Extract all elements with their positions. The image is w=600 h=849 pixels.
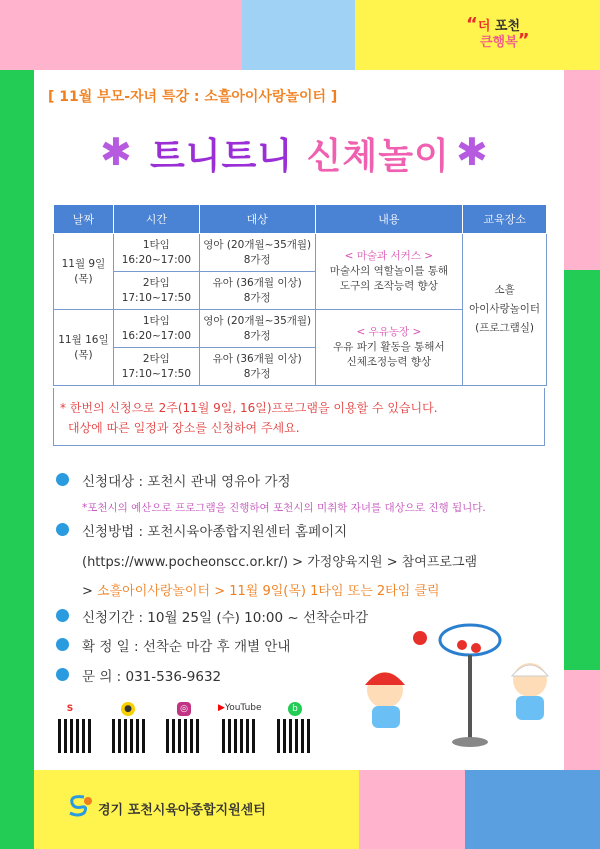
place-cell: 소흘 아이사랑놀이터 (프로그램실)	[463, 234, 547, 386]
bg-pink-bottom	[359, 770, 465, 849]
bg-green-right	[564, 270, 600, 670]
info-period: 신청기간 : 10월 25일 (수) 10:00 ~ 선착순마감	[82, 610, 369, 626]
bg-green-bottom-left	[0, 770, 34, 849]
schedule-table	[53, 204, 547, 386]
youtube-icon: ▶YouTube	[218, 703, 262, 713]
header-time: 시간	[113, 205, 199, 234]
table-header-row	[54, 205, 547, 234]
bullet-icon	[56, 638, 69, 651]
time-cell: 2타임 17:10~17:50	[113, 348, 199, 386]
title-block	[100, 128, 500, 176]
qr-code[interactable]	[222, 719, 256, 753]
info-target-note: *포천시의 예산으로 프로그램을 진행하여 포천시의 미취학 자녀를 대상으로 진행 됩니다.	[82, 502, 486, 514]
date-cell: 11월 9일 (목)	[54, 234, 114, 310]
qr-code[interactable]	[277, 719, 311, 753]
flower-icon: ✱	[100, 130, 132, 174]
blog-icon: b	[288, 702, 302, 716]
info-method-step: > 소흘아이사랑놀이터 > 11월 9일(목) 1타임 또는 2타임 클릭	[82, 584, 440, 599]
center-logo-icon	[66, 793, 94, 817]
page-title: 트니트니 신체놀이	[150, 136, 450, 177]
target-cell: 유아 (36개월 이상) 8가정	[199, 348, 315, 386]
table-row	[54, 234, 547, 272]
bullet-icon	[56, 609, 69, 622]
target-cell: 영아 (20개월~35개월) 8가정	[199, 234, 315, 272]
bg-pink-top-left	[0, 0, 242, 70]
qr-code[interactable]	[112, 719, 146, 753]
bg-pink-right-bottom	[564, 670, 600, 770]
bullet-icon	[56, 523, 69, 536]
header-target: 대상	[199, 205, 315, 234]
bg-blue-top	[242, 0, 355, 70]
bg-pink-right-top	[564, 70, 600, 270]
info-method-path: (https://www.pocheonscc.or.kr/) > 가정양육지원 > 참여프로그램	[82, 555, 478, 570]
footer-org-name: 경기 포천시육아종합지원센터	[98, 803, 266, 818]
qr-code[interactable]	[58, 719, 92, 753]
bullet-icon	[56, 668, 69, 681]
qr-code[interactable]	[166, 719, 200, 753]
header-place: 교육장소	[463, 205, 547, 234]
time-cell: 1타임 16:20~17:00	[113, 310, 199, 348]
content-cell: < 우유농장 > 우유 파기 활동을 통해서 신체조정능력 향상	[315, 310, 463, 386]
instagram-icon: ◎	[177, 702, 191, 716]
date-cell: 11월 16일 (목)	[54, 310, 114, 386]
kakao-icon: ●	[121, 702, 135, 716]
target-cell: 유아 (36개월 이상) 8가정	[199, 272, 315, 310]
info-target: 신청대상 : 포천시 관내 영유아 가정	[82, 474, 291, 490]
time-cell: 2타임 17:10~17:50	[113, 272, 199, 310]
info-confirm: 확 정 일 : 선착순 마감 후 개별 안내	[82, 639, 291, 655]
target-cell: 영아 (20개월~35개월) 8가정	[199, 310, 315, 348]
time-cell: 1타임 16:20~17:00	[113, 234, 199, 272]
flower-icon: ✱	[456, 130, 488, 174]
bg-blue-bottom	[465, 770, 600, 849]
bullet-icon	[56, 473, 69, 486]
header-date: 날짜	[54, 205, 114, 234]
bg-green-left	[0, 70, 34, 770]
brand-logo: “더 포천 큰행복”	[466, 14, 530, 51]
kids-playing-illustration	[350, 600, 560, 750]
notice-box: * 한번의 신청으로 2주(11월 9일, 16일)프로그램을 이용할 수 있습니다. 대상에 따른 일정과 장소를 신청하여 주세요.	[53, 388, 545, 446]
info-contact: 문 의 : 031-536-9632	[82, 669, 222, 685]
header-content: 내용	[315, 205, 463, 234]
center-logo-icon: S	[63, 702, 77, 716]
info-method: 신청방법 : 포천시육아종합지원센터 홈페이지	[82, 524, 348, 540]
event-subtitle: [ 11월 부모-자녀 특강 : 소흘아이사랑놀이터 ]	[48, 89, 338, 105]
content-cell: < 마술과 서커스 > 마술사의 역할놀이를 통해 도구의 조작능력 향상	[315, 234, 463, 310]
